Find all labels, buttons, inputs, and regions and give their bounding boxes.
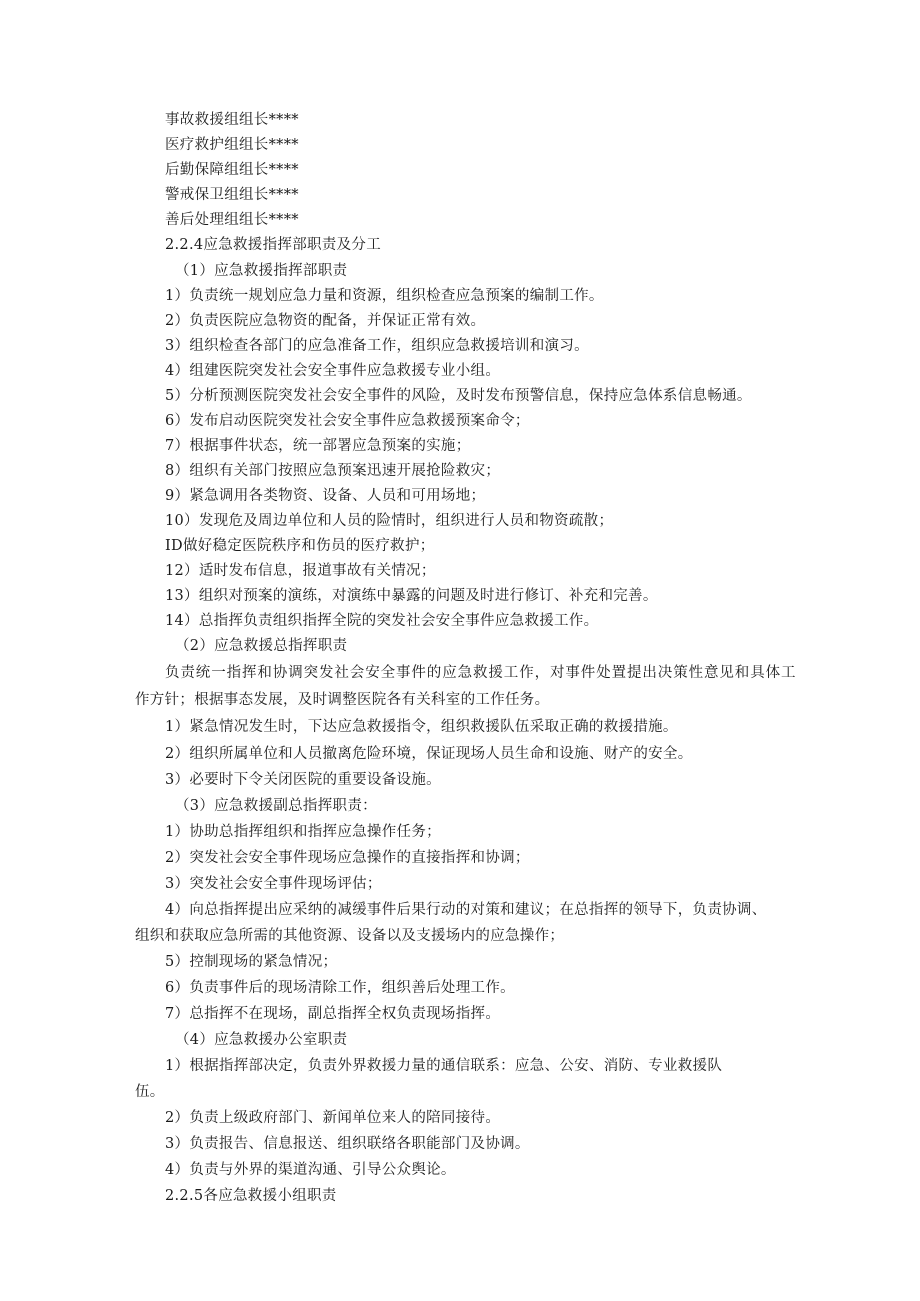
text-line: 4）组建医院突发社会安全事件应急救援专业小组。 [165,363,501,379]
text-line: 12）适时发布信息，报道事故有关情况； [165,563,436,579]
text-line: 1）协助总指挥组织和指挥应急操作任务； [165,824,441,840]
text-line: 善后处理组组长**** [165,212,299,228]
subsection-heading: （4）应急救援办公室职责 [175,1032,348,1048]
text-line: 6）负责事件后的现场清除工作，组织善后处理工作。 [165,980,515,996]
text-line: 8）组织有关部门按照应急预案迅速开展抢险救灾； [165,463,501,479]
text-line: 警戒保卫组组长**** [165,187,299,203]
text-line: 2）组织所属单位和人员撤离危险环境，保证现场人员生命和设施、财产的安全。 [165,746,693,762]
subsection-heading: （3）应急救援副总指挥职责： [175,798,377,814]
text-line: 1）负责统一规划应急力量和资源，组织检查应急预案的编制工作。 [165,288,604,304]
text-line: 5）控制现场的紧急情况； [165,954,338,970]
text-line: 3）负责报告、信息报送、组织联络各职能部门及协调。 [165,1136,530,1152]
text-line: 7）总指挥不在现场，副总指挥全权负责现场指挥。 [165,1006,501,1022]
text-line: 6）发布启动医院突发社会安全事件应急救援预案命令； [165,413,530,429]
text-line: 负责统一指挥和协调突发社会安全事件的应急救援工作，对事件处置提出决策性意见和具体工 [165,665,797,681]
text-line: 3）组织检查各部门的应急准备工作，组织应急救援培训和演习。 [165,338,589,354]
subsection-heading: （2）应急救援总指挥职责 [175,638,348,654]
text-line: 4）向总指挥提出应采纳的减缓事件后果行动的对策和建议；在总指挥的领导下，负责协调、 [165,902,767,918]
text-line: 7）根据事件状态，统一部署应急预案的实施； [165,438,471,454]
text-line: 9）紧急调用各类物资、设备、人员和可用场地； [165,488,486,504]
text-line: 5）分析预测医院突发社会安全事件的风险，及时发布预警信息，保持应急体系信息畅通。 [165,388,752,404]
text-line: 2）负责上级政府部门、新闻单位来人的陪同接待。 [165,1110,501,1126]
text-line: 伍。 [135,1084,165,1100]
subsection-heading: （1）应急救援指挥部职责 [175,263,348,279]
text-line: 10）发现危及周边单位和人员的险情时，组织进行人员和物资疏散； [165,513,614,529]
text-line: 1）根据指挥部决定，负责外界救援力量的通信联系：应急、公安、消防、专业救援队 [165,1058,723,1074]
text-line: 3）突发社会安全事件现场评估； [165,876,382,892]
text-line: 13）组织对预案的演练，对演练中暴露的问题及时进行修订、补充和完善。 [165,588,658,604]
section-heading: 2.2.4应急救援指挥部职责及分工 [165,237,381,253]
text-line: 组织和获取应急所需的其他资源、设备以及支援场内的应急操作； [135,928,565,944]
text-line: 14）总指挥负责组织指挥全院的突发社会安全事件应急救援工作。 [165,613,599,629]
text-line: 1）紧急情况发生时，下达应急救援指令，组织救援队伍采取正确的救援措施。 [165,719,678,735]
text-line: 3）必要时下令关闭医院的重要设备设施。 [165,772,441,788]
text-line: 事故救援组组长**** [165,112,299,128]
text-line: 医疗救护组组长**** [165,137,299,153]
text-line: 后勤保障组组长**** [165,162,299,178]
text-line: 2）负责医院应急物资的配备，并保证正常有效。 [165,313,486,329]
text-line: 4）负责与外界的渠道沟通、引导公众舆论。 [165,1162,456,1178]
text-line: 作方针；根据事态发展，及时调整医院各有关科室的工作任务。 [135,692,550,708]
text-line: 2）突发社会安全事件现场应急操作的直接指挥和协调； [165,850,530,866]
section-heading: 2.2.5各应急救援小组职责 [165,1188,337,1204]
text-line: ID做好稳定医院秩序和伤员的医疗救护； [165,538,435,554]
